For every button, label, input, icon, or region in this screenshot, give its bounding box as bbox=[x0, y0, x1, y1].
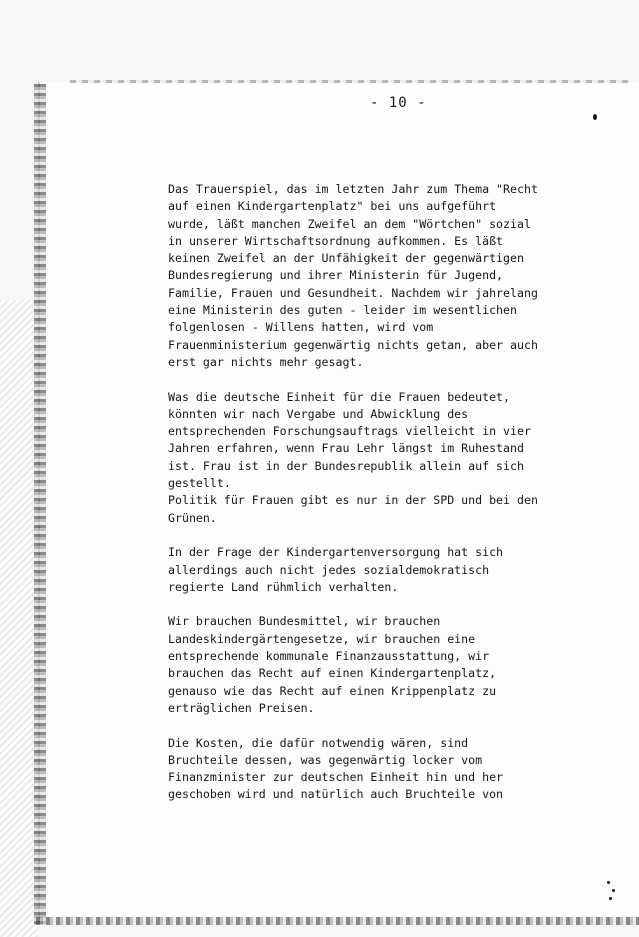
text-line: Bundesregierung und ihrer Ministerin für Jugend, bbox=[168, 268, 504, 283]
scan-noise bbox=[0, 300, 38, 937]
text-line: eine Ministerin des guten - leider im wesentlichen bbox=[168, 303, 518, 318]
text-line: Frauenministerium gegenwärtig nichts getan, aber auch bbox=[168, 337, 538, 352]
text-line: erst gar nichts mehr gesagt. bbox=[168, 354, 364, 369]
text-line: geschoben wird und natürlich auch Bruchteile von bbox=[168, 787, 504, 802]
page-bottom-edge bbox=[36, 917, 639, 925]
paragraph bbox=[168, 389, 568, 527]
scan-speck bbox=[609, 897, 612, 900]
text-line: brauchen das Recht auf einen Kindergartenplatz, bbox=[168, 666, 497, 681]
text-line: Bruchteile dessen, was gegenwärtig locker vom bbox=[168, 752, 483, 767]
text-line: allerdings auch nicht jedes sozialdemokratisch bbox=[168, 562, 490, 577]
text-line: genauso wie das Recht auf einen Krippenplatz zu bbox=[168, 683, 497, 698]
scan-speck bbox=[612, 889, 615, 892]
text-line: entsprechende kommunale Finanzausstattung, wir bbox=[168, 649, 490, 664]
text-line: Finanzminister zur deutschen Einheit hin und her bbox=[168, 770, 504, 785]
paragraph bbox=[168, 181, 568, 371]
paragraph bbox=[168, 735, 568, 804]
page-number: - 10 - bbox=[370, 95, 427, 111]
text-line: ist. Frau ist in der Bundesrepublik allein auf sich bbox=[168, 458, 524, 473]
text-line: Jahren erfahren, wenn Frau Lehr längst im Ruhestand bbox=[168, 441, 524, 456]
text-line: Das Trauerspiel, das im letzten Jahr zum Thema "Recht bbox=[168, 182, 538, 196]
text-line: regierte Land rühmlich verhalten. bbox=[168, 579, 399, 594]
body-text bbox=[168, 181, 568, 821]
text-line: Wir brauchen Bundesmittel, wir brauchen bbox=[168, 614, 441, 629]
text-line: Landeskindergärtengesetze, wir brauchen eine bbox=[168, 631, 476, 646]
text-line: wurde, läßt manchen Zweifel an dem "Wörtchen" sozial bbox=[168, 216, 531, 231]
text-line: folgenlosen - Willens hatten, wird vom bbox=[168, 320, 434, 335]
text-line: in unserer Wirtschaftsordnung aufkommen. Es läßt bbox=[168, 233, 504, 248]
text-line: auf einen Kindergartenplatz" bei uns aufgeführt bbox=[168, 199, 497, 214]
page-left-edge bbox=[34, 84, 46, 924]
paragraph bbox=[168, 613, 568, 717]
text-line: gestellt. bbox=[168, 476, 231, 491]
page-top-edge bbox=[70, 80, 630, 83]
text-line: Politik für Frauen gibt es nur in der SPD und bei den bbox=[168, 493, 538, 508]
text-line: keinen Zweifel an der Unfähigkeit der gegenwärtigen bbox=[168, 251, 524, 266]
text-line: Was die deutsche Einheit für die Frauen bedeutet, bbox=[168, 389, 511, 404]
text-line: erträglichen Preisen. bbox=[168, 700, 315, 715]
text-line: Grünen. bbox=[168, 510, 217, 525]
text-line: Die Kosten, die dafür notwendig wären, sind bbox=[168, 735, 469, 750]
scan-speck bbox=[593, 114, 597, 120]
text-line: entsprechenden Forschungsauftrags vielleicht in vier bbox=[168, 424, 531, 439]
scan-speck bbox=[607, 881, 610, 884]
text-line: In der Frage der Kindergartenversorgung hat sich bbox=[168, 545, 504, 560]
text-line: könnten wir nach Vergabe und Abwicklung des bbox=[168, 406, 469, 421]
paragraph bbox=[168, 544, 568, 596]
text-line: Familie, Frauen und Gesundheit. Nachdem wir jahrelang bbox=[168, 285, 538, 300]
